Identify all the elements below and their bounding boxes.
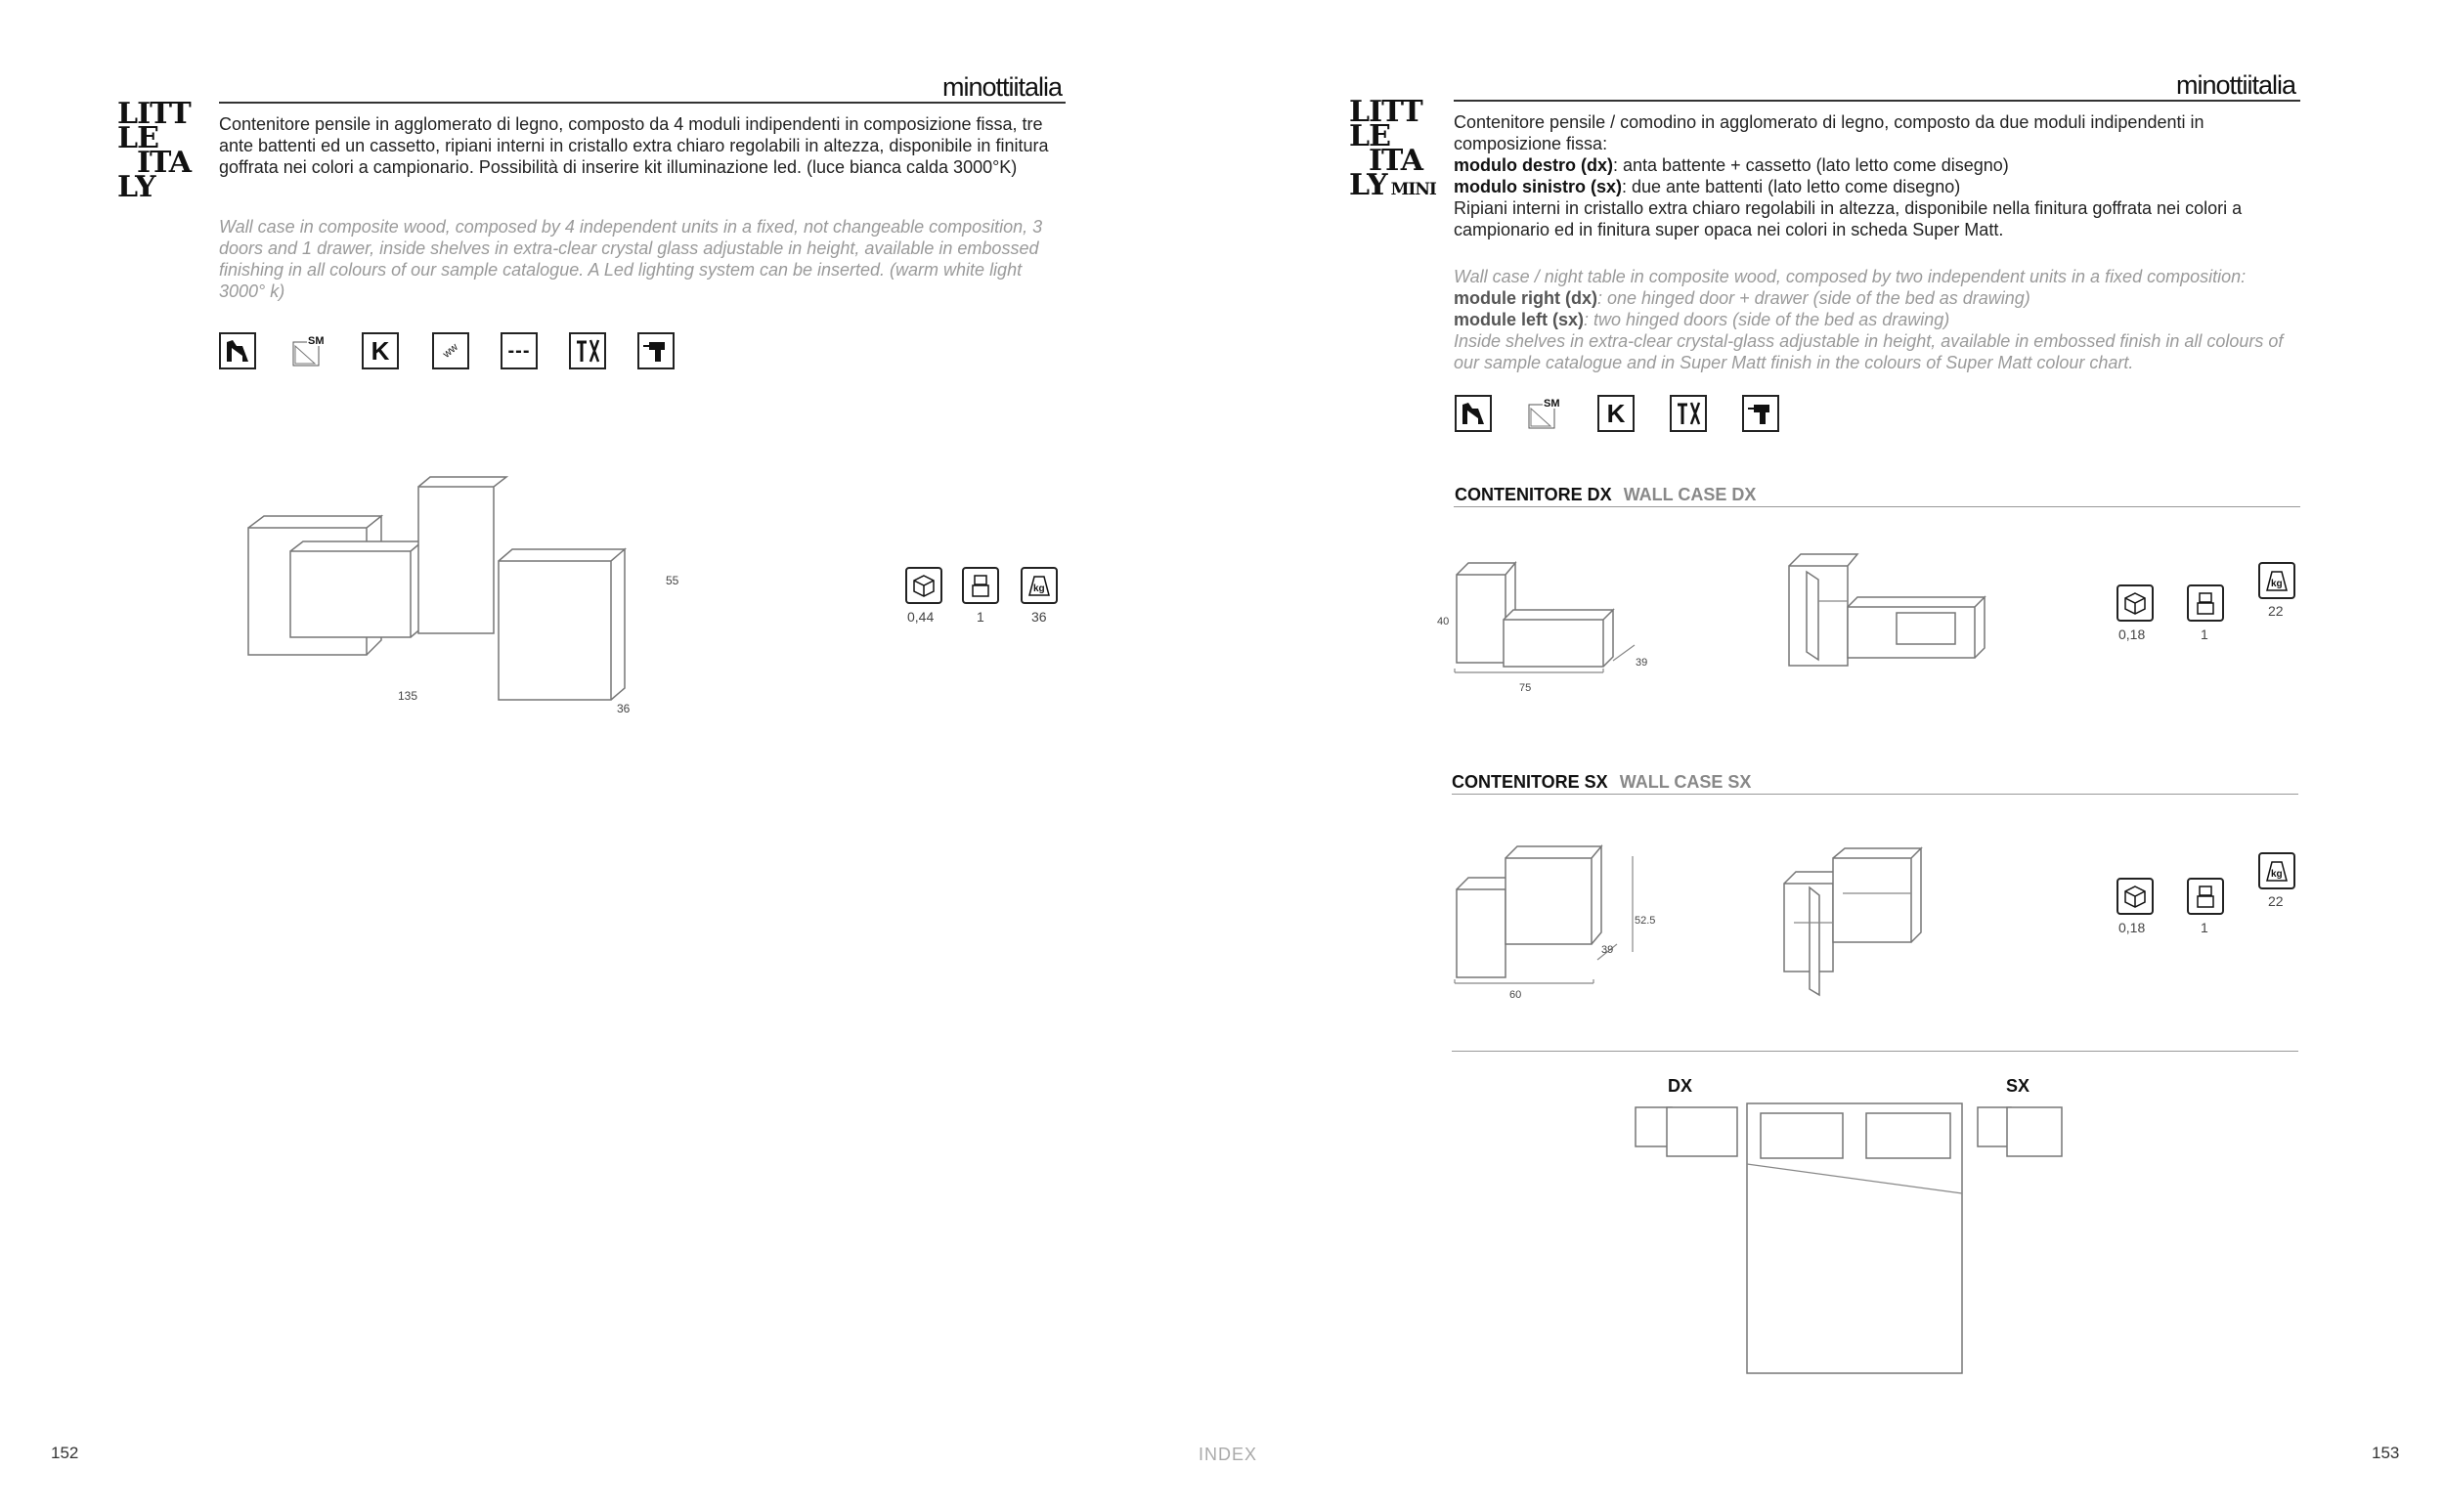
header-rule [219, 102, 1066, 104]
section-title-sx [1452, 772, 1751, 793]
wall-case-drawing [235, 469, 704, 723]
volume-icon [905, 567, 942, 604]
sx-module-open-drawing [1774, 844, 1970, 1001]
description-line [1454, 309, 2304, 330]
svg-text:kg: kg [1033, 583, 1045, 594]
svg-text:kg: kg [2271, 869, 2283, 880]
dx-module-open-drawing [1779, 542, 1994, 679]
logo-line: LITT [1349, 95, 1422, 129]
super-matt-icon [289, 332, 327, 369]
volume-value: 0,18 [2118, 920, 2146, 935]
weight-icon [1021, 567, 1058, 604]
dx-module-label: modulo destro (dx) [1454, 155, 1613, 175]
logo-line [1349, 168, 1436, 202]
brand-name: minottiitalia [2176, 70, 2296, 100]
section-rule [1452, 794, 2298, 795]
volume-value: 0,18 [2118, 626, 2146, 642]
description-english [1454, 266, 2304, 373]
section-rule [1452, 1051, 2298, 1052]
finish-icon [1455, 395, 1492, 432]
dimension-width: 135 [398, 689, 418, 703]
drill-icon [637, 332, 675, 369]
weight-value: 22 [2268, 893, 2284, 909]
description-line: Ripiani interni in cristallo extra chiaro regolabili in altezza, disponibile nella finitura goffrata nei colori a campionario ed in finitura super opaca nei colori in scheda Super Matt. [1454, 198, 2243, 239]
description-line: Inside shelves in extra-clear crystal-glass adjustable in height, available in embossed finish in all colours of our sample catalogue and in Super Matt finish in the colours of Super Matt colour chart. [1454, 331, 2284, 372]
weight-value: 22 [2268, 603, 2284, 619]
weight-icon [2258, 562, 2295, 599]
packages-icon [2187, 878, 2224, 915]
volume-icon [2117, 878, 2154, 915]
sm-label: SM [308, 335, 325, 347]
plan-label-sx: SX [2006, 1076, 2030, 1096]
section-title: CONTENITORE SX [1452, 772, 1608, 792]
brand-name: minottiitalia [942, 72, 1063, 102]
sx-module-text: : two hinged doors (side of the bed as drawing) [1584, 310, 1950, 329]
logo-line: ITA [1369, 144, 1422, 178]
logo-line: LY [1349, 168, 1387, 202]
description-line [1454, 287, 2304, 309]
volume-icon [2117, 584, 2154, 622]
page-number: 153 [2372, 1444, 2400, 1462]
logo-line: LE [117, 121, 158, 155]
svg-text:kg: kg [2271, 579, 2283, 589]
packages-value: 1 [2201, 626, 2208, 642]
sx-module-text: : due ante battenti (lato letto come disegno) [1622, 177, 1961, 196]
drill-icon [1742, 395, 1779, 432]
sm-label: SM [1544, 398, 1560, 410]
logo [117, 97, 191, 204]
dimension-depth: 36 [617, 702, 631, 715]
description-line [1454, 154, 2300, 176]
dx-module-text: : anta battente + cassetto (lato letto come disegno) [1613, 155, 2009, 175]
dx-module-label: module right (dx) [1454, 288, 1597, 308]
section-title: CONTENITORE DX [1455, 485, 1612, 504]
packages-value: 1 [2201, 920, 2208, 935]
description-italian: Contenitore pensile in agglomerato di legno, composto da 4 moduli indipendenti in composizione fissa, tre ante battenti ed un cassetto, ripiani interni in cristallo extra chiaro regolabili in altezza, disponibile in finitura goffrata nei colori a campionario. Possibilità di inserire kit illuminazione led. (luce bianca calda 3000°K) [219, 114, 1049, 177]
logo-line: ITA [137, 146, 191, 180]
logo [1349, 95, 1436, 202]
warm-white-icon [432, 332, 469, 369]
tools-icon [569, 332, 606, 369]
sx-module-drawing [1447, 842, 1662, 999]
logo-line: LE [1349, 119, 1390, 153]
dimension-height: 40 [1437, 616, 1450, 627]
header-rule [1454, 100, 2300, 102]
index-link[interactable]: INDEX [1199, 1445, 1258, 1464]
dimension-height: 52.5 [1635, 915, 1656, 927]
weight-value: 36 [1031, 609, 1047, 625]
logo-sub: MINI [1390, 180, 1436, 199]
dimension-width: 75 [1519, 682, 1532, 694]
sx-module-label: modulo sinistro (sx) [1454, 177, 1623, 196]
dashed-line-icon: --- [501, 332, 538, 369]
ww-label: ww [441, 341, 460, 361]
k-icon: K [362, 332, 399, 369]
section-subtitle: WALL CASE DX [1623, 485, 1757, 504]
dx-module-text: : one hinged door + drawer (side of the bed as drawing) [1597, 288, 2030, 308]
description-line: Wall case / night table in composite wood, composed by two independent units in a fixed composition: [1454, 267, 2247, 286]
logo-line: LITT [117, 97, 191, 131]
packages-value: 1 [977, 609, 984, 625]
logo-line: LY [117, 170, 155, 204]
description-line: Contenitore pensile / comodino in agglomerato di legno, composto da due moduli indipendenti in composizione fissa: [1454, 112, 2204, 153]
page-number: 152 [51, 1444, 79, 1462]
plan-label-dx: DX [1668, 1076, 1693, 1096]
dimension-depth: 39 [1636, 657, 1648, 669]
description-english: Wall case in composite wood, composed by 4 independent units in a fixed, not changeable composition, 3 doors and 1 drawer, inside shelves in extra-clear crystal glass adjustable in height, available in embossed finishing in all colours of our sample catalogue. A Led lighting system can be inserted. (warm white light 3000° k) [219, 217, 1043, 301]
volume-value: 0,44 [907, 609, 935, 625]
finish-icon [219, 332, 256, 369]
packages-icon [2187, 584, 2224, 622]
packages-icon [962, 567, 999, 604]
super-matt-icon [1525, 395, 1562, 432]
weight-icon [2258, 852, 2295, 889]
section-subtitle: WALL CASE SX [1619, 772, 1752, 792]
dimension-height: 55 [666, 574, 679, 587]
description-line [1454, 176, 2300, 197]
bed-plan-drawing [1628, 1100, 2077, 1378]
dx-module-drawing [1447, 547, 1662, 704]
description-italian [1454, 111, 2300, 240]
dimension-width: 60 [1509, 989, 1522, 1001]
section-rule [1454, 506, 2300, 507]
section-title-dx [1455, 485, 1756, 505]
tools-icon [1670, 395, 1707, 432]
dimension-depth: 39 [1601, 944, 1614, 956]
sx-module-label: module left (sx) [1454, 310, 1585, 329]
k-icon: K [1597, 395, 1635, 432]
